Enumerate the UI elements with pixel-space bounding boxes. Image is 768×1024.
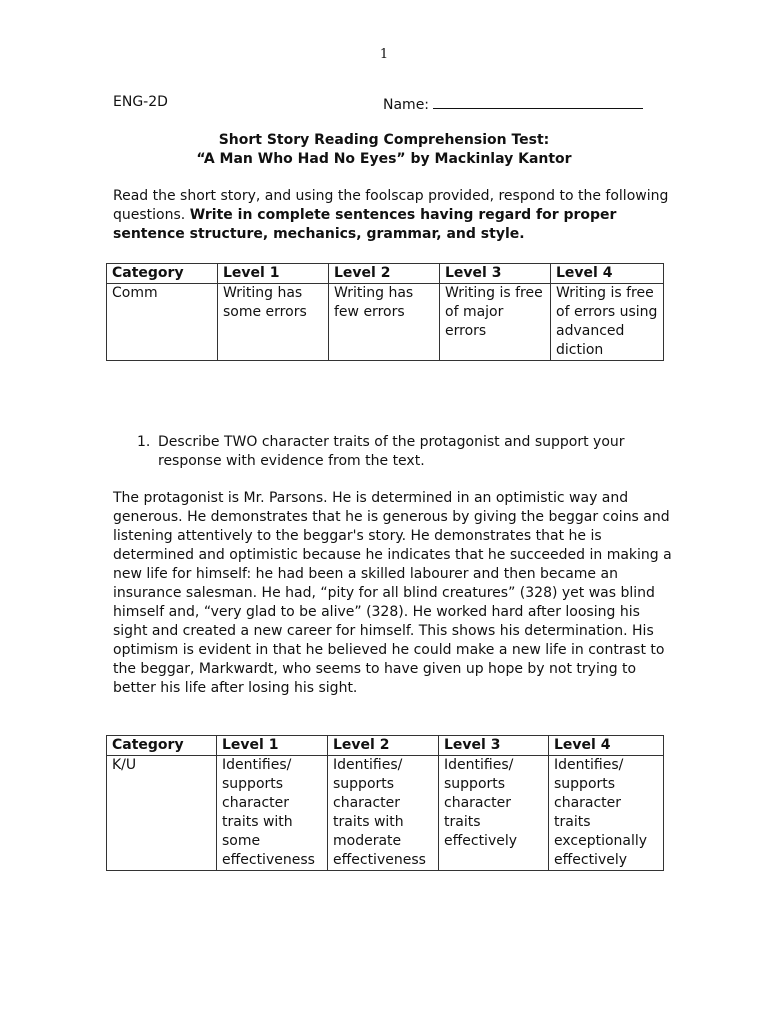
rubric-level-4-cell: Writing is free of errors using advanced diction [551, 284, 664, 361]
rubric-level-4-cell: Identifies/ supports character traits exceptionally effectively [549, 756, 664, 871]
answer-paragraph: The protagonist is Mr. Parsons. He is determined in an optimistic way and generous. He demonstrates that he is generous by giving the beggar coins and listening attentively to the beggar's story. He demonstrates that he is determined and optimistic because he indicates that he succeeded in making a new life for himself: he had been a skilled labourer and then became an insurance salesman. He had, “pity for all blind creatures” (328) yet was blind himself and, “very glad to be alive” (328). He worked hard after loosing his sight and created a new career for himself. This shows his determination. His optimism is evident in that he believed he could make a new life in contrast to the beggar, Markwardt, who seems to have given up hope by not trying to better his life after losing his sight. [113, 490, 672, 696]
question-number: 1. [137, 434, 151, 450]
rubric-table-communication [106, 263, 664, 361]
rubric-header-level-4: Level 4 [549, 736, 664, 756]
rubric-header-level-3: Level 3 [439, 736, 549, 756]
question-1 [137, 433, 637, 471]
rubric-header-level-2: Level 2 [328, 736, 439, 756]
name-blank-line [433, 94, 643, 109]
name-label: Name: [383, 97, 430, 113]
rubric-level-1-cell: Identifies/ supports character traits with some effectiveness [217, 756, 328, 871]
rubric-category-cell: K/U [107, 756, 217, 871]
header [113, 94, 673, 114]
title-line-1: Short Story Reading Comprehension Test: [218, 132, 550, 148]
instructions-emphasis: Write in complete sentences having regard for proper sentence structure, mechanics, grammar, and style. [113, 207, 617, 242]
name-field [383, 94, 643, 113]
page-number: 1 [379, 47, 389, 62]
rubric-header-level-1: Level 1 [218, 264, 329, 284]
page-title [0, 131, 768, 169]
rubric-row [107, 284, 664, 361]
instructions [113, 187, 673, 244]
rubric-header-row [107, 264, 664, 284]
rubric-header-row [107, 736, 664, 756]
rubric-category-cell: Comm [107, 284, 218, 361]
rubric-header-category: Category [107, 736, 217, 756]
rubric-header-level-3: Level 3 [440, 264, 551, 284]
rubric-header-category: Category [107, 264, 218, 284]
rubric-table-knowledge [106, 735, 664, 871]
rubric-row [107, 756, 664, 871]
title-line-2: “A Man Who Had No Eyes” by Mackinlay Kantor [196, 151, 572, 167]
instructions-text: Read the short story, and using the foolscap provided, respond to the following questions. [113, 188, 669, 223]
course-code: ENG-2D [113, 94, 168, 110]
rubric-level-2-cell: Identifies/ supports character traits with moderate effectiveness [328, 756, 439, 871]
rubric-header-level-1: Level 1 [217, 736, 328, 756]
rubric-level-2-cell: Writing has few errors [329, 284, 440, 361]
rubric-header-level-2: Level 2 [329, 264, 440, 284]
rubric-level-1-cell: Writing has some errors [218, 284, 329, 361]
question-text: Describe TWO character traits of the protagonist and support your response with evidence from the text. [158, 434, 625, 469]
rubric-level-3-cell: Identifies/ supports character traits effectively [439, 756, 549, 871]
rubric-level-3-cell: Writing is free of major errors [440, 284, 551, 361]
rubric-header-level-4: Level 4 [551, 264, 664, 284]
